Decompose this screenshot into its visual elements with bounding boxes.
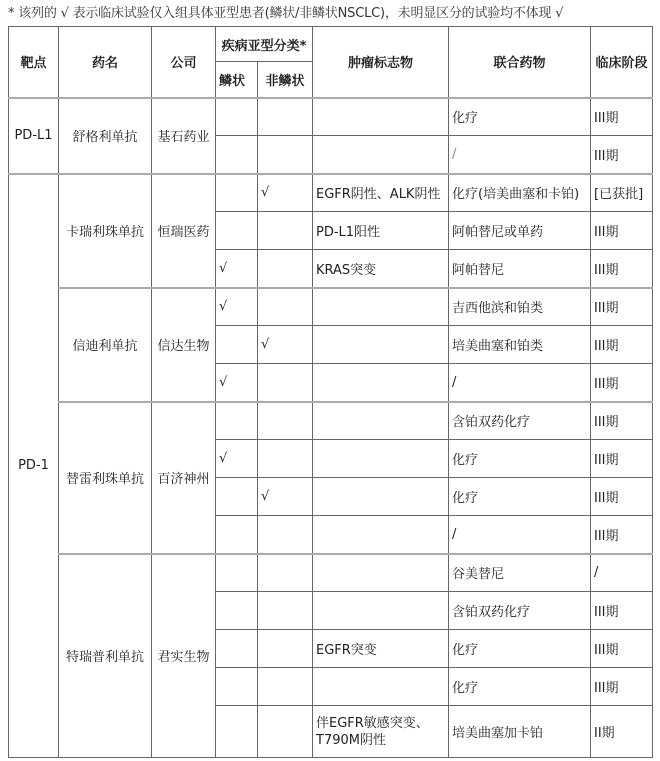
header-squamous: 鳞状 [216, 62, 258, 98]
target-cell: PD-1 [9, 174, 59, 758]
non-squamous-cell [258, 136, 313, 174]
squamous-cell [216, 174, 258, 212]
non-squamous-cell [258, 630, 313, 668]
non-squamous-cell [258, 98, 313, 136]
biomarker-cell [313, 516, 449, 554]
phase-cell: III期 [591, 212, 653, 250]
table-footnote: * 该列的 √ 表示临床试验仅入组具体亚型患者(鳞状/非鳞状NSCLC)，未明显区分的试验均不体现 √ [8, 6, 564, 21]
combination-cell: 吉西他滨和铂类 [449, 288, 591, 326]
table-row [9, 554, 653, 592]
drug-name-cell: 舒格利单抗 [59, 98, 152, 174]
header-biomarker: 肿瘤标志物 [313, 27, 449, 98]
combination-cell: 化疗 [449, 98, 591, 136]
phase-cell: III期 [591, 592, 653, 630]
company-cell: 基石药业 [152, 98, 216, 174]
non-squamous-cell [258, 364, 313, 402]
phase-cell: II期 [591, 706, 653, 758]
combination-cell: 化疗 [449, 668, 591, 706]
squamous-cell [216, 554, 258, 592]
phase-cell: III期 [591, 478, 653, 516]
drug-name-cell: 卡瑞利珠单抗 [59, 174, 152, 288]
non-squamous-cell: √ [258, 478, 313, 516]
drug-name-cell: 特瑞普利单抗 [59, 554, 152, 758]
phase-cell: III期 [591, 668, 653, 706]
combination-cell: / [449, 516, 591, 554]
squamous-cell [216, 212, 258, 250]
phase-cell: III期 [591, 326, 653, 364]
biomarker-line-2: T790M阴性 [316, 732, 386, 748]
phase-cell: III期 [591, 516, 653, 554]
non-squamous-cell [258, 516, 313, 554]
company-cell: 君实生物 [152, 554, 216, 758]
squamous-cell [216, 592, 258, 630]
non-squamous-cell [258, 250, 313, 288]
squamous-cell: √ [216, 288, 258, 326]
drug-name-cell: 替雷利珠单抗 [59, 402, 152, 554]
target-cell: PD-L1 [9, 98, 59, 174]
header-company: 公司 [152, 27, 216, 98]
combination-cell: 化疗 [449, 440, 591, 478]
header-phase: 临床阶段 [591, 27, 653, 98]
biomarker-cell [313, 364, 449, 402]
company-cell: 信达生物 [152, 288, 216, 402]
squamous-cell: √ [216, 364, 258, 402]
header-non-squamous: 非鳞状 [258, 62, 313, 98]
squamous-cell [216, 668, 258, 706]
biomarker-line-1: 伴EGFR敏感突变、 [316, 715, 429, 731]
biomarker-cell [313, 402, 449, 440]
table-row [9, 174, 653, 212]
squamous-cell [216, 630, 258, 668]
combination-cell: 含铂双药化疗 [449, 402, 591, 440]
squamous-cell [216, 516, 258, 554]
squamous-cell [216, 478, 258, 516]
biomarker-cell: EGFR阴性、ALK阴性 [313, 174, 449, 212]
phase-cell: III期 [591, 364, 653, 402]
drug-name-cell: 信迪利单抗 [59, 288, 152, 402]
combination-cell: 谷美替尼 [449, 554, 591, 592]
non-squamous-cell [258, 212, 313, 250]
phase-cell: III期 [591, 136, 653, 174]
combination-cell: 化疗 [449, 478, 591, 516]
non-squamous-cell [258, 288, 313, 326]
combination-cell: / [449, 136, 591, 174]
biomarker-cell [313, 478, 449, 516]
biomarker-cell [313, 706, 449, 758]
squamous-cell [216, 402, 258, 440]
header-target: 靶点 [9, 27, 59, 98]
biomarker-cell [313, 136, 449, 174]
biomarker-cell [313, 326, 449, 364]
non-squamous-cell [258, 554, 313, 592]
non-squamous-cell [258, 706, 313, 758]
header-subtype-group: 疾病亚型分类* [216, 27, 313, 62]
squamous-cell [216, 706, 258, 758]
combination-cell: 培美曲塞加卡铂 [449, 706, 591, 758]
combination-cell: / [449, 364, 591, 402]
phase-cell: III期 [591, 98, 653, 136]
phase-cell: III期 [591, 402, 653, 440]
non-squamous-cell [258, 402, 313, 440]
phase-cell: III期 [591, 250, 653, 288]
combination-cell: 阿帕替尼或单药 [449, 212, 591, 250]
biomarker-cell [313, 440, 449, 478]
table-row [9, 402, 653, 440]
biomarker-cell [313, 554, 449, 592]
phase-cell: III期 [591, 288, 653, 326]
squamous-cell [216, 98, 258, 136]
biomarker-cell: PD-L1阳性 [313, 212, 449, 250]
combination-cell: 化疗 [449, 630, 591, 668]
combination-cell: 含铂双药化疗 [449, 592, 591, 630]
biomarker-cell [313, 592, 449, 630]
biomarker-cell [313, 98, 449, 136]
non-squamous-cell: √ [258, 326, 313, 364]
nsclc-trials-table [8, 26, 653, 758]
squamous-cell [216, 136, 258, 174]
squamous-cell: √ [216, 440, 258, 478]
header-combination: 联合药物 [449, 27, 591, 98]
biomarker-cell [313, 668, 449, 706]
table-row [9, 98, 653, 136]
biomarker-cell: KRAS突变 [313, 250, 449, 288]
phase-cell: [已获批] [591, 174, 653, 212]
non-squamous-cell [258, 592, 313, 630]
phase-cell: III期 [591, 630, 653, 668]
combination-cell: 培美曲塞和铂类 [449, 326, 591, 364]
non-squamous-cell [258, 440, 313, 478]
phase-cell: III期 [591, 440, 653, 478]
non-squamous-cell: √ [258, 174, 313, 212]
biomarker-cell [313, 288, 449, 326]
header-drug: 药名 [59, 27, 152, 98]
non-squamous-cell [258, 668, 313, 706]
squamous-cell [216, 326, 258, 364]
company-cell: 恒瑞医药 [152, 174, 216, 288]
company-cell: 百济神州 [152, 402, 216, 554]
phase-cell: / [591, 554, 653, 592]
table-row [9, 288, 653, 326]
squamous-cell: √ [216, 250, 258, 288]
combination-cell: 阿帕替尼 [449, 250, 591, 288]
biomarker-cell: EGFR突变 [313, 630, 449, 668]
combination-cell: 化疗(培美曲塞和卡铂) [449, 174, 591, 212]
